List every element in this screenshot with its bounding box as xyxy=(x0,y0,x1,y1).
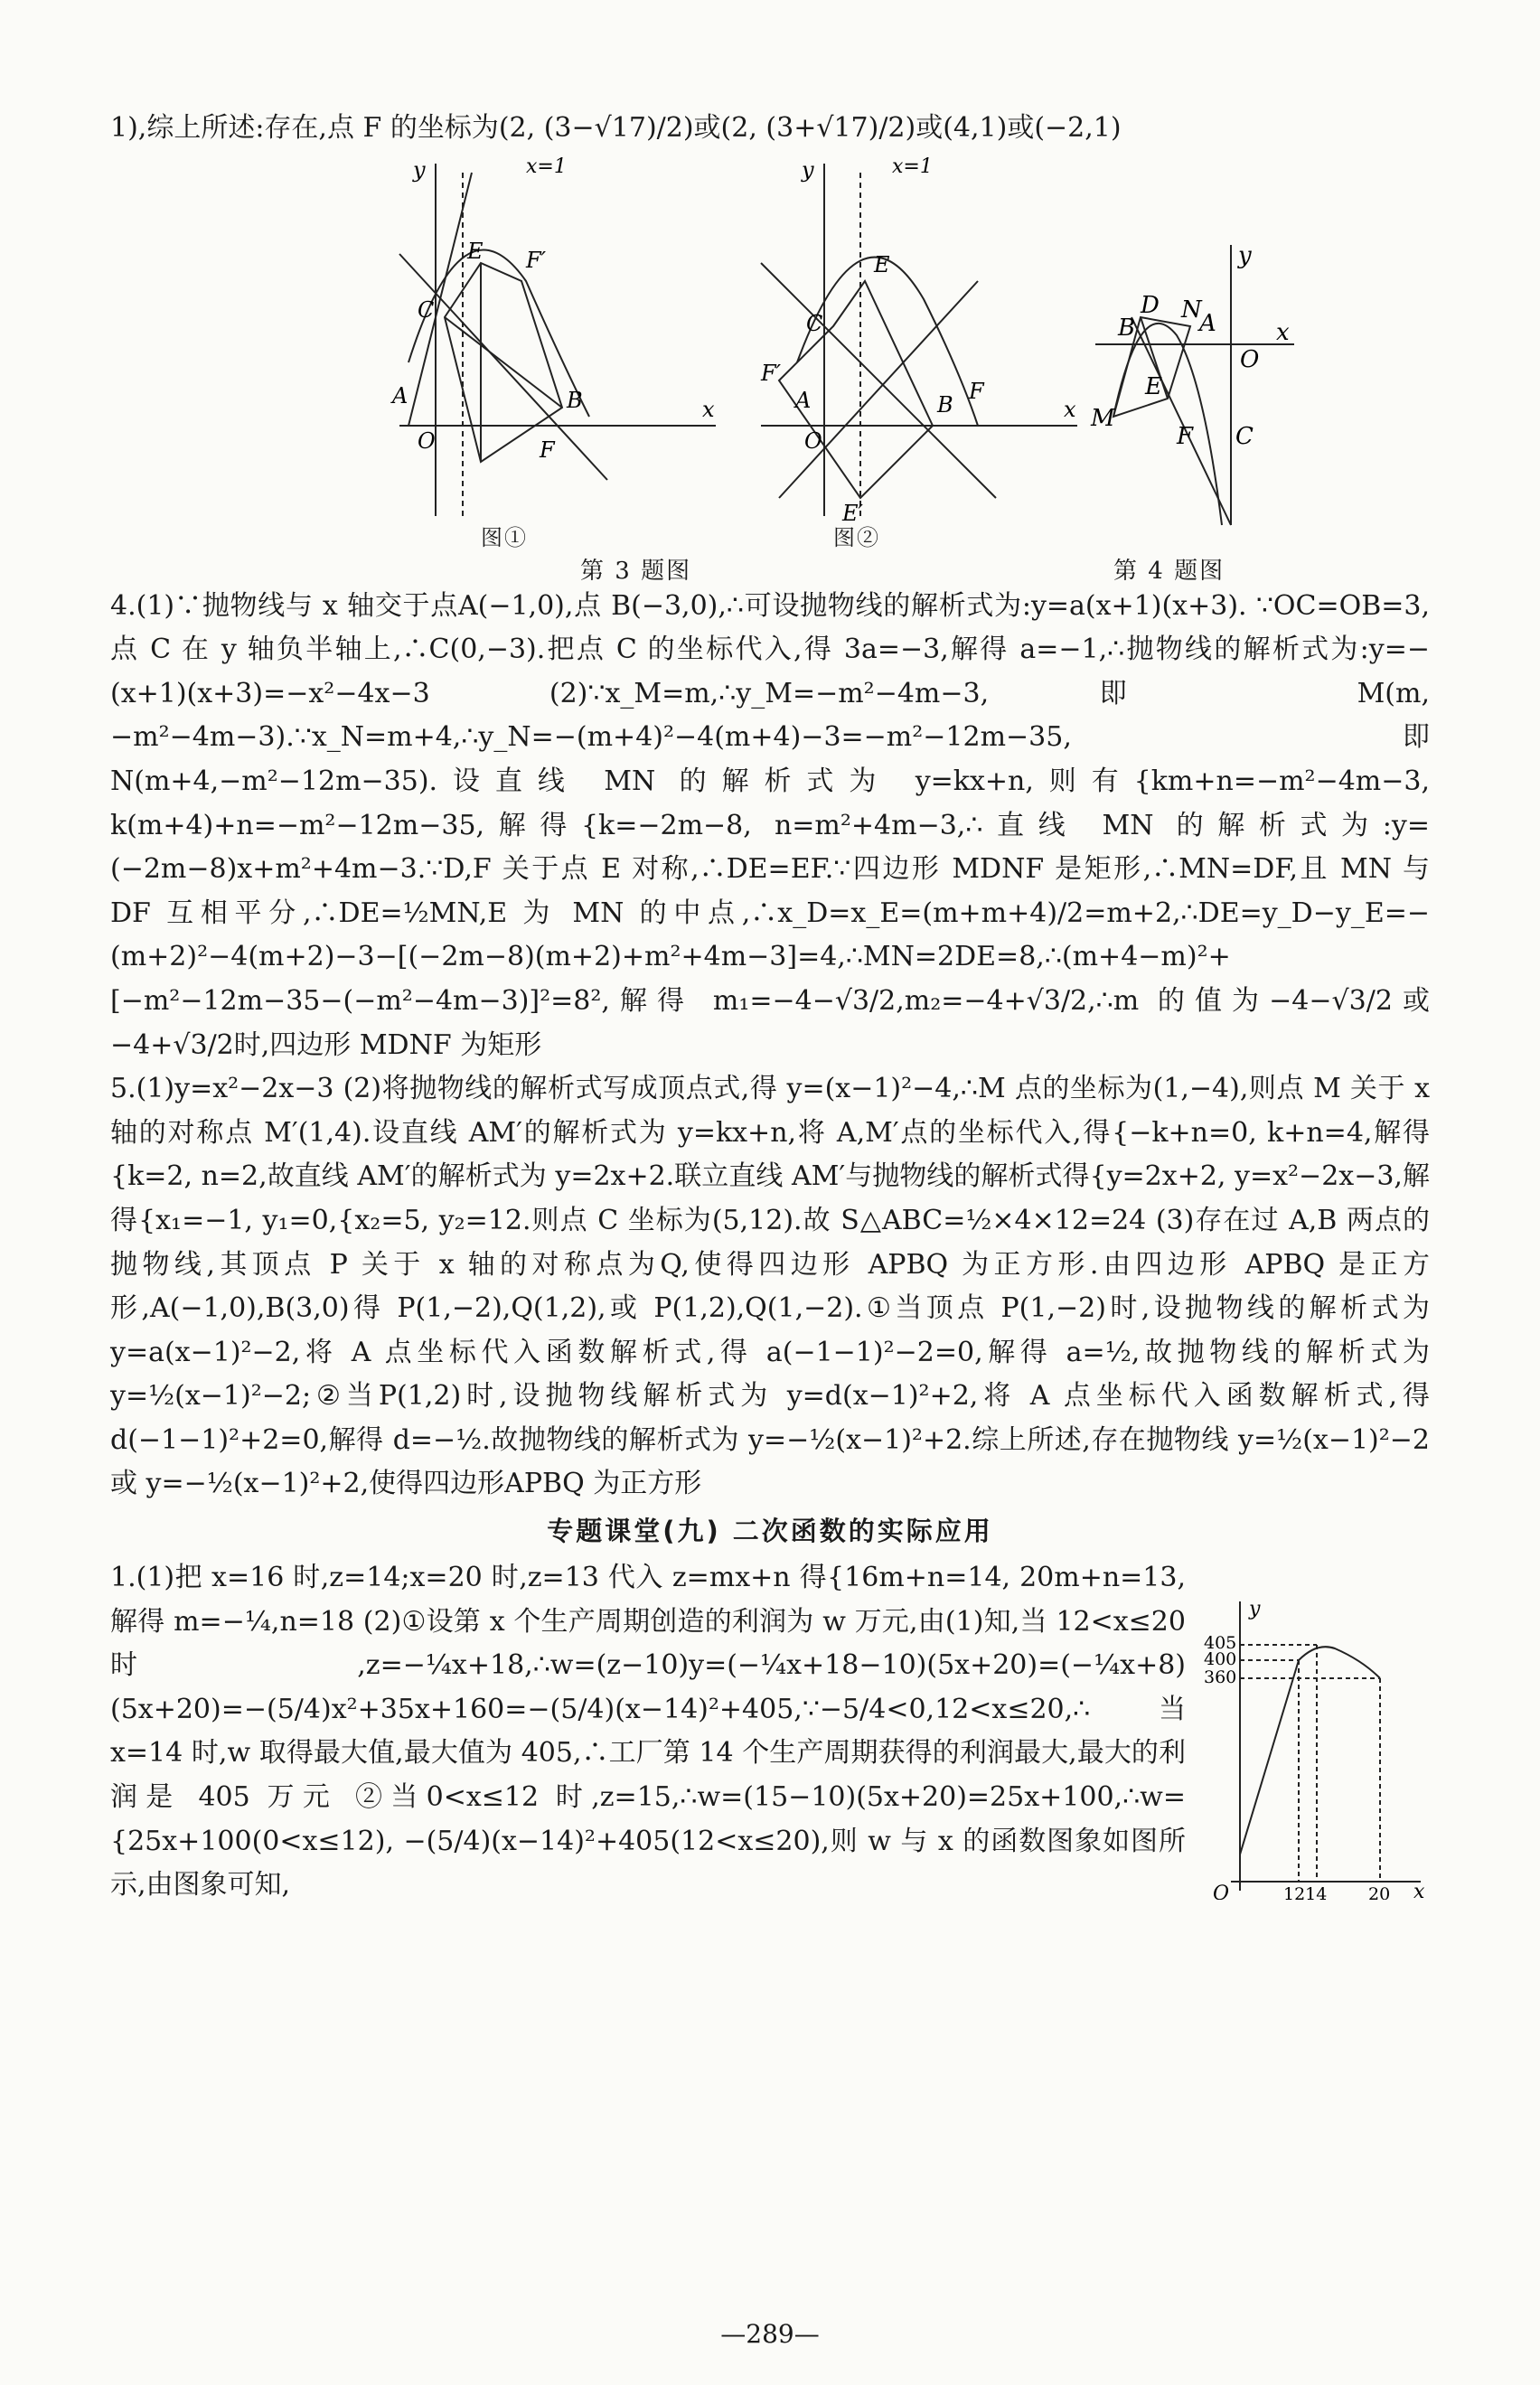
point-e-prime-label-2: E′ xyxy=(842,500,863,526)
y-axis-label: y xyxy=(413,156,426,183)
point-n-label-4: N xyxy=(1181,296,1202,324)
point-a-label: A xyxy=(392,382,408,408)
origin-label: O xyxy=(418,427,436,454)
figure-4 xyxy=(1086,236,1303,534)
paragraph-q1: 1.(1)把 x=16 时,z=14;x=20 时,z=13 代入 z=mx+n 得{16m+n=14, 20m+n=13,解得 m=−¼,n=18 (2)①设第 x 个生产周期创造的利润为 w 万元,由(1)知,当 12<x≤20 时,z=−¼x+18,∴w=(z−10)y=(−¼x+18−10)(5x+20)=(−¼x+8)(5x+20)=−(5/4)x²+35x+160=−(5/4)(x−14)²+405,∵−5/4<0,12<x≤20,∴当 x=14 时,w 取得最大值,最大值为 405,∴工厂第 14 个生产周期获得的利润最大,最大的利润是 405 万元 ②当0<x≤12 时,z=15,∴w=(15−10)(5x+20)=25x+100,∴w={25x+100(0<x≤12), −(5/4)(x−14)²+405(12<x≤20),则 w 与 x 的函数图象如图所示,由图象可知, xyxy=(110,1562,1186,1901)
answer-page xyxy=(110,107,1430,1908)
point-f-label-4: F xyxy=(1177,422,1194,450)
graph-x-tick-1214: 1214 xyxy=(1283,1884,1328,1901)
figure-3-1 xyxy=(381,155,725,534)
point-e-label-2: E xyxy=(874,251,890,277)
point-d-label-4: D xyxy=(1141,291,1160,319)
graph-origin-label: O xyxy=(1213,1883,1230,1901)
paragraph-p4: 4.(1)∵抛物线与 x 轴交于点A(−1,0),点 B(−3,0),∴可设抛物线的解析式为:y=a(x+1)(x+3). ∵OC=OB=3,点 C 在 y 轴负半轴上,∴C(0,−3).把点 C 的坐标代入,得 3a=−3,解得 a=−1,∴抛物线的解析式为:y=−(x+1)(x+3)=−x²−4x−3 (2)∵x_M=m,∴y_M=−m²−4m−3,即 M(m,−m²−4m−3).∵x_N=m+4,∴y_N=−(m+4)²−4(m+4)−3=−m²−12m−35,即 N(m+4,−m²−12m−35).设直线 MN 的解析式为 y=kx+n,则有{km+n=−m²−4m−3, k(m+4)+n=−m²−12m−35,解得{k=−2m−8, n=m²+4m−3,∴直线 MN 的解析式为:y=(−2m−8)x+m²+4m−3.∵D,F 关于点 E 对称,∴DE=EF.∵四边形 MDNF 是矩形,∴MN=DF,且 MN 与 DF 互相平分,∴DE=½MN,E 为 MN 的中点,∴x_D=x_E=(m+m+4)/2=m+2,∴DE=y_D−y_E=−(m+2)²−4(m+2)−3−[(−2m−8)(m+2)+m²+4m−3]=4,∴MN=2DE=8,∴(m+4−m)²+[−m²−12m−35−(−m²−4m−3)]²=8²,解得 m₁=−4−√3/2,m₂=−4+√3/2,∴m 的值为−4−√3/2或−4+√3/2时,四边形 MDNF 为矩形 xyxy=(110,589,1430,1061)
paragraph-p0: 1),综上所述:存在,点 F 的坐标为(2, (3−√17)/2)或(2, (3+√17)/2)或(4,1)或(−2,1) xyxy=(110,112,1122,144)
point-f-prime-label-2: F′ xyxy=(761,360,782,386)
y-axis-label-2: y xyxy=(802,156,814,183)
figure-3-caption: 第 3 题图 xyxy=(580,557,692,585)
point-c-label-4: C xyxy=(1235,422,1254,450)
point-c-label: C xyxy=(418,296,435,323)
point-a-label-4: A xyxy=(1199,309,1216,337)
point-b-label-2: B xyxy=(937,391,953,418)
graph-x-label: x xyxy=(1413,1881,1425,1901)
point-f-label: F xyxy=(540,437,555,463)
graph-x-tick-20: 20 xyxy=(1368,1884,1391,1901)
x-axis-label-2: x xyxy=(1064,396,1076,422)
graph-y-tick-400: 400 xyxy=(1204,1649,1237,1670)
section-title: 专题课堂(九) 二次函数的实际应用 xyxy=(547,1516,993,1547)
axis-line-label: x=1 xyxy=(526,155,567,178)
point-f-prime-label: F′ xyxy=(526,247,547,273)
point-a-label-2: A xyxy=(795,387,812,413)
axis-line-label-2: x=1 xyxy=(892,155,933,178)
point-m-label-4: M xyxy=(1091,404,1115,432)
sub-caption-1: 图① xyxy=(481,524,528,550)
x-axis-label-4: x xyxy=(1276,318,1290,346)
point-b-label-4: B xyxy=(1118,314,1136,342)
origin-label-4: O xyxy=(1240,345,1260,373)
sub-caption-2: 图② xyxy=(833,524,880,550)
point-b-label: B xyxy=(567,387,583,413)
figure-3-2 xyxy=(743,155,1086,534)
point-c-label-2: C xyxy=(806,310,823,336)
paragraph-p5: 5.(1)y=x²−2x−3 (2)将抛物线的解析式写成顶点式,得 y=(x−1)²−4,∴M 点的坐标为(1,−4),则点 M 关于 x 轴的对称点 M′(1,4).设直线 AM′的解析式为 y=kx+n,将 A,M′点的坐标代入,得{−k+n=0, k+n=4,解得{k=2, n=2,故直线 AM′的解析式为 y=2x+2.联立直线 AM′与抛物线的解析式得{y=2x+2, y=x²−2x−3,解得{x₁=−1, y₁=0,{x₂=5, y₂=12.则点 C 坐标为(5,12).故 S△ABC=½×4×12=24 (3)存在过 A,B 两点的抛物线,其顶点 P 关于 x 轴的对称点为Q,使得四边形 APBQ 为正方形.由四边形 APBQ 是正方形,A(−1,0),B(3,0)得 P(1,−2),Q(1,2),或 P(1,2),Q(1,−2).①当顶点 P(1,−2)时,设抛物线的解析式为 y=a(x−1)²−2,将 A 点坐标代入函数解析式,得 a(−1−1)²−2=0,解得 a=½,故抛物线的解析式为 y=½(x−1)²−2;②当P(1,2)时,设抛物线解析式为 y=d(x−1)²+2,将 A 点坐标代入函数解析式,得 d(−1−1)²+2=0,解得 d=−½.故抛物线的解析式为 y=−½(x−1)²+2.综上所述,存在抛物线 y=½(x−1)²−2 或 y=−½(x−1)²+2,使得四边形APBQ 为正方形 xyxy=(110,1073,1430,1500)
graph-y-tick-360: 360 xyxy=(1204,1667,1237,1688)
y-axis-label-4: y xyxy=(1238,241,1252,269)
origin-label-2: O xyxy=(804,427,822,454)
graph-y-label: y xyxy=(1249,1598,1261,1621)
x-axis-label: x xyxy=(702,396,715,422)
point-e-label: E xyxy=(467,238,484,264)
figure-row xyxy=(110,155,1430,585)
page-number: —289— xyxy=(720,2319,820,2349)
point-f-label-2: F xyxy=(969,378,984,404)
profit-graph xyxy=(1204,1592,1430,1900)
figure-4-caption: 第 4 题图 xyxy=(1113,557,1225,585)
point-e-label-4: E xyxy=(1145,372,1162,400)
graph-y-tick-405: 405 xyxy=(1204,1633,1237,1654)
